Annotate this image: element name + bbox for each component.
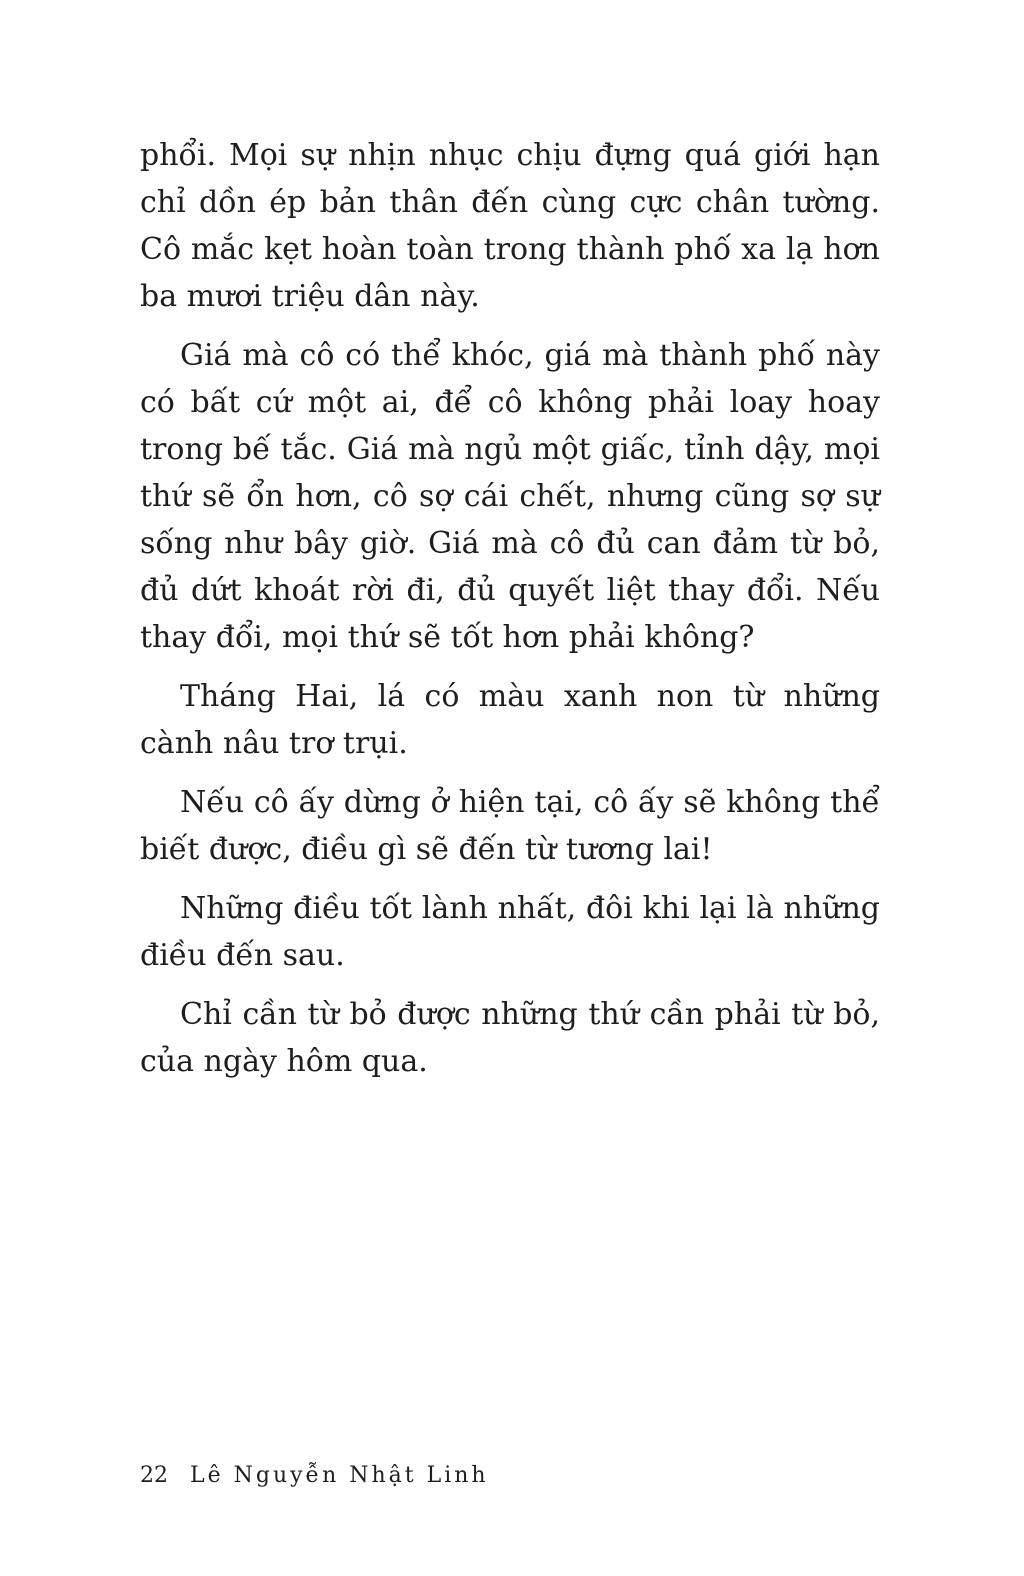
paragraph-6: Chỉ cần từ bỏ được những thứ cần phải từ bỏ, của ngày hôm qua. xyxy=(140,997,880,1079)
paragraph-2: Giá mà cô có thể khóc, giá mà thành phố này có bất cứ một ai, để cô không phải loay hoay trong bế tắc. Giá mà ngủ một giấc, tỉnh dậy, mọi thứ sẽ ổn hơn, cô sợ cái chết, nhưng cũng sợ sự sống như bây giờ. Giá mà cô đủ can đảm từ bỏ, đủ dứt khoát rời đi, đủ quyết liệt thay đổi. Nếu thay đổi, mọi thứ sẽ tốt hơn phải không? xyxy=(140,338,880,655)
page-footer xyxy=(140,1462,489,1490)
paragraph-4: Nếu cô ấy dừng ở hiện tại, cô ấy sẽ không thể biết được, điều gì sẽ đến từ tương lai! xyxy=(140,785,880,867)
body-text xyxy=(140,132,880,1097)
paragraph-1: phổi. Mọi sự nhịn nhục chịu đựng quá giới hạn chỉ dồn ép bản thân đến cùng cực chân tường. Cô mắc kẹt hoàn toàn trong thành phố xa lạ hơn ba mươi triệu dân này. xyxy=(140,138,880,314)
paragraph-3: Tháng Hai, lá có màu xanh non từ những cành nâu trơ trụi. xyxy=(140,679,880,761)
page-number: 22 xyxy=(140,1463,168,1488)
paragraph-5: Những điều tốt lành nhất, đôi khi lại là những điều đến sau. xyxy=(140,891,880,973)
author-running-head: Lê Nguyễn Nhật Linh xyxy=(190,1463,489,1488)
